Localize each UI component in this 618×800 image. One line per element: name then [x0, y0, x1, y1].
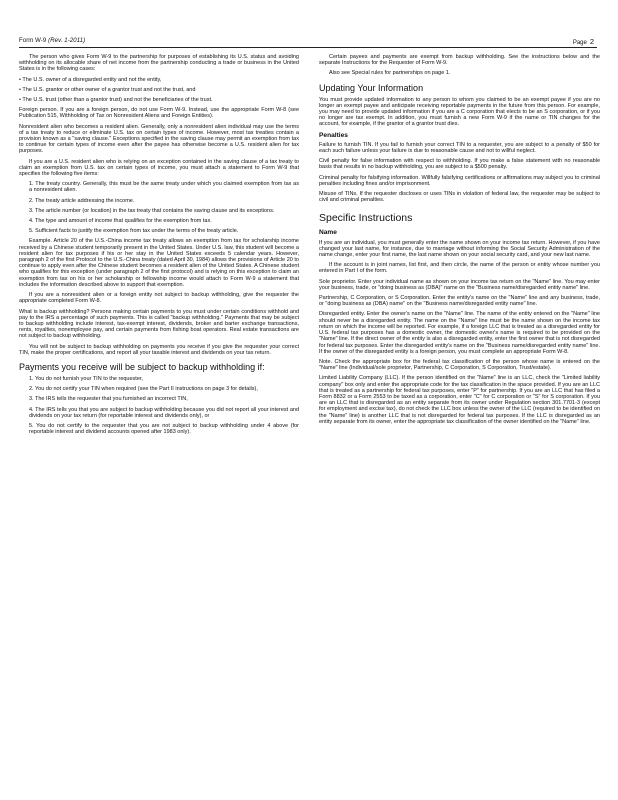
- numbered-item: 2. You do not certify your TIN when required (see the Part II instructions on page 3 for details),: [29, 386, 258, 393]
- paragraph: Also see Special rules for partnerships on page 1.: [329, 70, 451, 77]
- left-column: [19, 54, 299, 439]
- subsection-heading: Name: [319, 229, 337, 237]
- numbered-item: 4. The type and amount of income that qualifies for the exemption from tax.: [29, 218, 212, 225]
- form-revision: (Rev. 1-2011): [48, 38, 86, 44]
- paragraph: Nonresident alien who becomes a resident alien. Generally, only a nonresident alien individual may use the terms of a tax treaty to reduce or eliminate U.S. tax on certain types of income. However, most tax treaties contain a provision known as a "saving clause." Exceptions specified in the saving clause may permit an exemption from tax to continue for certain types of income even after the payee has otherwise become a U.S. resident alien for tax purposes.: [19, 123, 299, 155]
- page-label: Page: [572, 40, 587, 46]
- paragraph: Failure to furnish TIN. If you fail to furnish your correct TIN to a requester, you are subject to a penalty of $50 for each such failure unless your failure is due to reasonable cause and not to willful neglect.: [319, 141, 600, 155]
- section-heading: Payments you receive will be subject to backup withholding if:: [19, 361, 265, 372]
- paragraph: Limited Liability Company (LLC). If the person identified on the "Name" line is an LLC, check the "Limited liability company" box only and enter the appropriate code for the tax classification in the space provided. If you are an LLC that is treated as a partnership for federal tax purposes, enter "P" for partnership. If you are an LLC that has filed a Form 8832 or a Form 2553 to be taxed as a corporation, enter "C" for C corporation or "S" for S corporation. If you are an LLC that is disregarded as an entity separate from its owner under Regulation section 301.7701-3 (except for employment and excise tax), do not check the LLC box unless the owner of the LLC (required to be identified on the "Name" line) is another LLC that is not disregarded for federal tax purposes. If the LLC is disregarded as an entity separate from its owner, enter the appropriate tax classification of the owner identified on the "Name" line.: [319, 375, 600, 425]
- paragraph: If the account is in joint names, list first, and then circle, the name of the person or entity whose number you entered in Part I of the form.: [319, 262, 600, 275]
- form-name: Form W-9: [19, 38, 47, 44]
- paragraph: The person who gives Form W-9 to the partnership for purposes of establishing its U.S. status and avoiding withholding on its allocable share of net income from the partnership conducting a trade or business in the United States is in the following cases:: [19, 54, 299, 73]
- numbered-item: 3. The IRS tells the requester that you furnished an incorrect TIN,: [29, 396, 188, 403]
- paragraph: Disregarded entity. Enter the owner's name on the "Name" line. The name of the entity entered on the "Name" line should never be a disregarded entity. The name on the "Name" line must be the name shown on the income tax return on which the income will be reported. For example, if a foreign LLC that is treated as a disregarded entity for U.S. federal tax purposes has a domestic owner, the domestic owner's name is required to be provided on the "Name" line. If the direct owner of the entity is also a disregarded entity, enter the first owner that is not disregarded for federal tax purposes. Enter the disregarded entity's name on the "Business name/disregarded entity name" line. If the owner of the disregarded entity is a foreign person, you must complete an appropriate Form W-8.: [319, 311, 600, 355]
- numbered-item: 3. The article number (or location) in the tax treaty that contains the saving clause and its exceptions.: [29, 207, 275, 214]
- numbered-item: 5. Sufficient facts to justify the exemption from tax under the terms of the treaty article.: [29, 228, 239, 235]
- paragraph: If you are a U.S. resident alien who is relying on an exception contained in the saving clause of a tax treaty to claim an exemption from U.S. tax on certain types of income, you must attach a statement to Form W-9 that specifies the following five items:: [19, 158, 299, 178]
- numbered-item: 4. The IRS tells you that you are subject to backup withholding because you did not report all your interest and dividends on your tax return (for reportable interest and dividends only), or: [29, 406, 299, 419]
- numbered-item: 1. You do not furnish your TIN to the requester,: [29, 375, 143, 382]
- form-header: [19, 38, 85, 44]
- numbered-item: 2. The treaty article addressing the income.: [29, 197, 135, 204]
- bullet-item: • The U.S. owner of a disregarded entity and not the entity,: [19, 76, 162, 83]
- paragraph: Note. Check the appropriate box for the federal tax classification of the person whose name is entered on the "Name" line (Individual/sole proprietor, Partnership, C Corporation, S Corporation, Trust/estate).: [319, 358, 600, 372]
- paragraph: Certain payees and payments are exempt from backup withholding. See the instructions below and the separate Instructions for the Requester of Form W-9.: [319, 54, 600, 67]
- bullet-item: • The U.S. grantor or other owner of a grantor trust and not the trust, and: [19, 86, 196, 93]
- page-number: [573, 37, 594, 46]
- paragraph: If you are an individual, you must generally enter the name shown on your income tax return. However, if you have changed your last name, for instance, due to marriage without informing the Social Security Administration of the name change, enter your first name, the last name shown on your social security card, and your new last name.: [319, 239, 600, 259]
- paragraph: What is backup withholding? Persons making certain payments to you must under certain conditions withhold and pay to the IRS a percentage of such payments. This is called "backup withholding." Payments that may be subject to backup withholding include interest, tax-exempt interest, dividends, broker and barter exchange transactions, rents, royalties, nonemployee pay, and certain payments from fishing boat operators. Real estate transactions are not subject to backup withholding.: [19, 308, 299, 340]
- paragraph: You must provide updated information to any person to whom you claimed to be an exempt payee if you are no longer an exempt payee and anticipate receiving reportable payments in the future from this person. For example, you may need to provide updated information if you are a C corporation that elects to be an S corporation, or if you no longer are tax exempt. In addition, you must furnish a new Form W-9 if the name or TIN changes for the account, for example, if the grantor of a grantor trust dies.: [319, 96, 600, 128]
- section-heading: Updating Your Information: [319, 82, 424, 93]
- major-heading: Specific Instructions: [319, 212, 413, 225]
- header-rule: [19, 47, 597, 48]
- paragraph: Misuse of TINs. If the requester discloses or uses TINs in violation of federal law, the requester may be subject to civil and criminal penalties.: [319, 191, 600, 204]
- paragraph: Sole proprietor. Enter your individual name as shown on your income tax return on the "Name" line. You may enter your business, trade, or "doing business as (DBA)" name on the "Business name/disregarded entity name" line.: [319, 278, 600, 291]
- numbered-item: 5. You do not certify to the requester that you are not subject to backup withholding under 4 above (for reportable interest and dividend accounts opened after 1983 only).: [29, 422, 299, 436]
- paragraph: Civil penalty for false information with respect to withholding. If you make a false statement with no reasonable basis that results in no backup withholding, you are subject to a $500 penalty.: [319, 158, 600, 171]
- paragraph: Example. Article 20 of the U.S.-China income tax treaty allows an exemption from tax for scholarship income received by a Chinese student temporarily present in the United States. Under U.S. law, this student will become a resident alien for tax purposes if his or her stay in the United States exceeds 5 calendar years. However, paragraph 2 of the first Protocol to the U.S.-China treaty (dated April 30, 1984) allows the provisions of Article 20 to continue to apply even after the Chinese student becomes a resident alien of the United States. A Chinese student who qualifies for this exception (under paragraph 2 of the first protocol) and is relying on this exception to claim an exemption from tax on his or her scholarship or fellowship income would attach to Form W-9 a statement that includes the information described above to support that exemption.: [19, 238, 299, 288]
- numbered-item: 1. The treaty country. Generally, this must be the same treaty under which you claimed exemption from tax as a nonresident alien.: [29, 181, 299, 194]
- paragraph: Criminal penalty for falsifying information. Willfully falsifying certifications or affirmations may subject you to criminal penalties including fines and/or imprisonment.: [319, 174, 600, 187]
- page-num: 2: [589, 37, 594, 46]
- paragraph: If you are a nonresident alien or a foreign entity not subject to backup withholding, give the requester the appropriate completed Form W-8.: [19, 292, 299, 305]
- paragraph: You will not be subject to backup withholding on payments you receive if you give the requester your correct TIN, make the proper certifications, and report all your taxable interest and dividends on your tax return.: [19, 343, 299, 356]
- right-column: [319, 54, 600, 429]
- paragraph: Partnership, C Corporation, or S Corporation. Enter the entity's name on the "Name" line and any business, trade, or "doing business as (DBA) name" on the "Business name/disregarded entity name" line.: [319, 295, 600, 308]
- paragraph: Foreign person. If you are a foreign person, do not use Form W-9. Instead, use the appropriate Form W-8 (see Publication 515, Withholding of Tax on Nonresident Aliens and Foreign Entities).: [19, 107, 299, 120]
- subsection-heading: Penalties: [319, 131, 348, 139]
- bullet-item: • The U.S. trust (other than a grantor trust) and not the beneficiaries of the trust.: [19, 97, 213, 104]
